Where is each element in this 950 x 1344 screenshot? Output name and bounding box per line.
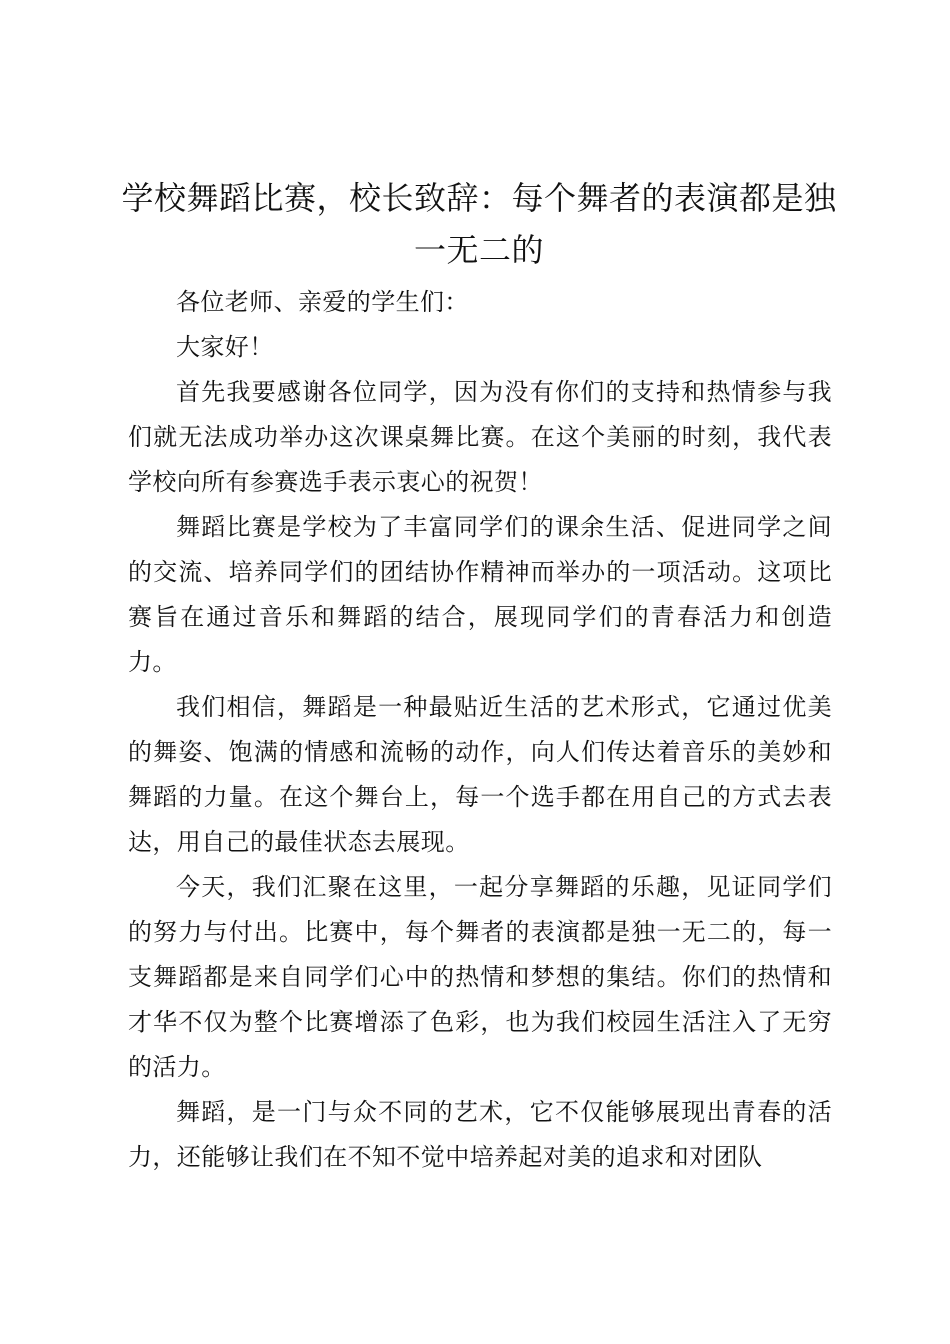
salutation: 各位老师、亲爱的学生们： (176, 288, 469, 316)
body-paragraph: 今天，我们汇聚在这里，一起分享舞蹈的乐趣，见证同学们的努力与付出。比赛中，每个舞者的表演都是独一无二的，每一支舞蹈都是来自同学们心中的热情和梦想的集结。你们的热情和才华不仅为整个比赛增添了色彩，也为我们校园生活注入了无穷的活力。 (128, 873, 832, 1081)
body-paragraph: 我们相信，舞蹈是一种最贴近生活的艺术形式，它通过优美的舞姿、饱满的情感和流畅的动作，向人们传达着音乐的美妙和舞蹈的力量。在这个舞台上，每一个选手都在用自己的方式去表达，用自己的最佳状态去展现。 (128, 693, 832, 856)
document-title: 学校舞蹈比赛，校长致辞：每个舞者的表演都是独一无二的 (121, 179, 837, 269)
body-paragraph: 舞蹈比赛是学校为了丰富同学们的课余生活、促进同学之间的交流、培养同学们的团结协作精神而举办的一项活动。这项比赛旨在通过音乐和舞蹈的结合，展现同学们的青春活力和创造力。 (128, 513, 832, 676)
body-paragraph: 首先我要感谢各位同学，因为没有你们的支持和热情参与我们就无法成功举办这次课桌舞比赛。在这个美丽的时刻，我代表学校向所有参赛选手表示衷心的祝贺！ (128, 378, 832, 496)
document-body (128, 280, 832, 1180)
body-paragraph: 舞蹈，是一门与众不同的艺术，它不仅能够展现出青春的活力，还能够让我们在不知不觉中培养起对美的追求和对团队 (128, 1098, 832, 1171)
greeting: 大家好！ (176, 333, 274, 361)
